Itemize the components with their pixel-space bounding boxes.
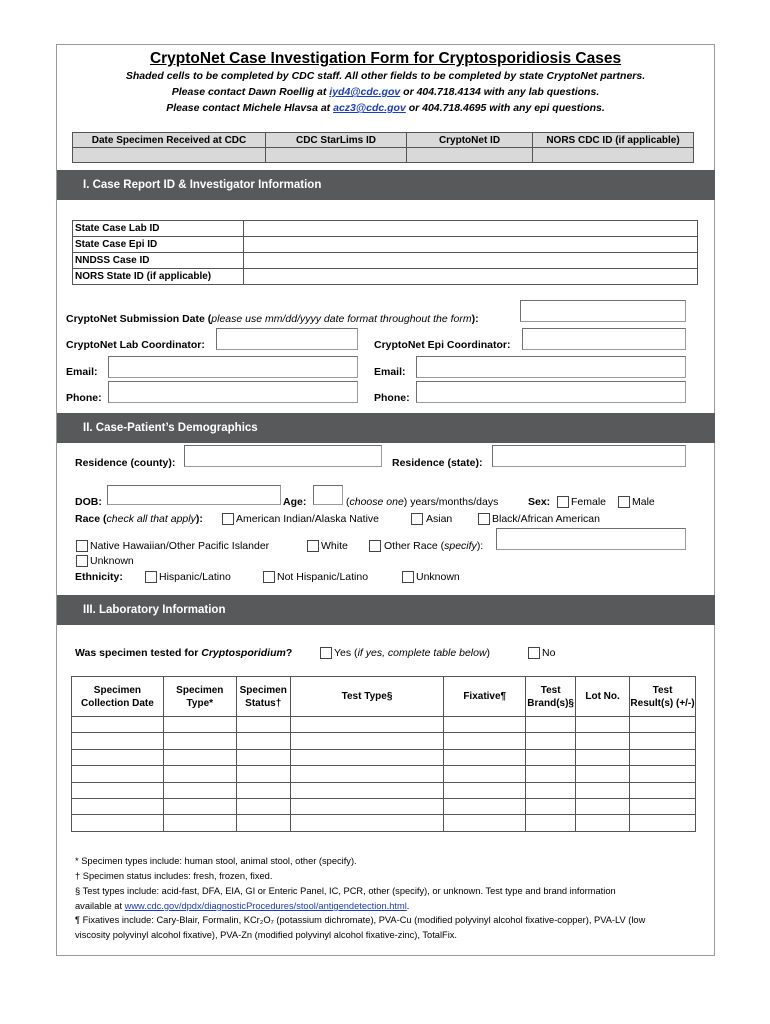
- question-text: Was specimen tested for: [75, 647, 202, 659]
- lab-table-cell[interactable]: [444, 798, 526, 814]
- state-case-lab-id-field[interactable]: [244, 221, 698, 237]
- id-label: State Case Epi ID: [73, 237, 244, 253]
- label-hint: please use mm/dd/yyyy date format throughout the form: [211, 313, 472, 325]
- table-row: [72, 815, 696, 831]
- lab-table-cell[interactable]: [163, 815, 236, 831]
- lab-table-cell[interactable]: [630, 717, 696, 733]
- lab-table-cell[interactable]: [444, 749, 526, 765]
- residence-state-label: Residence (state):: [392, 457, 483, 469]
- epi-contact-email-link[interactable]: acz3@cdc.gov: [333, 102, 406, 114]
- race-aian-checkbox[interactable]: [222, 513, 234, 525]
- tested-no-label: No: [542, 647, 556, 659]
- lab-table-cell[interactable]: [630, 733, 696, 749]
- lab-table-header-row: [72, 677, 696, 717]
- ethnicity-option-label: Unknown: [416, 571, 460, 583]
- instructions-line-3: [56, 102, 715, 114]
- epi-coordinator-label: CryptoNet Epi Coordinator:: [374, 339, 511, 351]
- table-row: [72, 798, 696, 814]
- footnote-test-types-link-line: [75, 899, 715, 914]
- label-text: Race: [75, 513, 101, 525]
- contact-text: Please contact Michele Hlavsa at: [166, 102, 334, 114]
- lab-contact-email-link[interactable]: iyd4@cdc.gov: [329, 86, 401, 98]
- residence-county-field[interactable]: [184, 445, 382, 467]
- lab-table-cell[interactable]: [526, 749, 576, 765]
- hint-text: choose one: [349, 496, 404, 508]
- lab-table-cell[interactable]: [444, 782, 526, 798]
- lab-table-cell[interactable]: [576, 798, 630, 814]
- nors-state-id-field[interactable]: [244, 269, 698, 285]
- contact-text: Please contact Dawn Roellig at: [171, 86, 330, 98]
- residence-state-field[interactable]: [492, 445, 686, 467]
- contact-text: or 404.718.4695 with any epi questions.: [405, 102, 605, 114]
- cdc-staff-table: [72, 132, 694, 163]
- lab-col-header: Test Type§: [290, 677, 444, 717]
- question-text: Cryptosporidium: [201, 647, 286, 659]
- lab-table-cell[interactable]: [72, 766, 164, 782]
- race-option-label: Native Hawaiian/Other Pacific Islander: [90, 540, 270, 552]
- lab-table-cell[interactable]: [526, 798, 576, 814]
- tested-yes-checkbox[interactable]: [320, 647, 332, 659]
- lab-table-cell[interactable]: [576, 782, 630, 798]
- ethnicity-not-hispanic-checkbox[interactable]: [263, 571, 275, 583]
- lab-table-cell[interactable]: [630, 749, 696, 765]
- sex-label: Sex:: [528, 496, 551, 508]
- id-label: NORS State ID (if applicable): [73, 269, 244, 285]
- hint-text: ) years/months/days: [403, 496, 499, 508]
- lab-table-cell[interactable]: [576, 766, 630, 782]
- contact-text: or 404.718.4134 with any lab questions.: [400, 86, 600, 98]
- race-option-label: American Indian/Alaska Native: [236, 513, 379, 525]
- lab-table-cell[interactable]: [290, 782, 444, 798]
- male-label: Male: [632, 496, 655, 508]
- case-id-table: [72, 220, 698, 285]
- tested-yes-label: Yes (if yes, complete table below): [334, 647, 491, 659]
- lab-table-cell[interactable]: [526, 766, 576, 782]
- lab-table-cell[interactable]: [72, 733, 164, 749]
- sex-male-checkbox[interactable]: [618, 496, 630, 508]
- lab-coordinator-field[interactable]: [216, 328, 358, 350]
- epi-phone-label: Phone:: [374, 392, 410, 404]
- cdc-col-header: NORS CDC ID (if applicable): [533, 133, 694, 148]
- lab-table-cell[interactable]: [290, 815, 444, 831]
- date-received-cell[interactable]: [73, 148, 266, 163]
- lab-table-cell[interactable]: [72, 782, 164, 798]
- lab-table-cell[interactable]: [72, 749, 164, 765]
- lab-table-cell[interactable]: [630, 815, 696, 831]
- race-white-checkbox[interactable]: [307, 540, 319, 552]
- lab-table-cell[interactable]: [236, 766, 290, 782]
- footnote-specimen-status: † Specimen status includes: fresh, frozen, fixed.: [75, 871, 273, 881]
- lab-table-cell[interactable]: [630, 798, 696, 814]
- lab-table-cell[interactable]: [576, 815, 630, 831]
- lab-table-cell[interactable]: [444, 733, 526, 749]
- lab-table-cell[interactable]: [290, 733, 444, 749]
- lab-table-cell[interactable]: [444, 717, 526, 733]
- question-text: ?: [285, 647, 293, 659]
- epi-email-field[interactable]: [416, 356, 686, 378]
- race-black-checkbox[interactable]: [478, 513, 490, 525]
- footnote-specimen-types: * Specimen types include: human stool, animal stool, other (specify).: [75, 856, 357, 866]
- epi-email-label: Email:: [374, 366, 406, 378]
- lab-table-cell[interactable]: [290, 749, 444, 765]
- table-row: [72, 733, 696, 749]
- lab-phone-label: Phone:: [66, 392, 102, 404]
- id-label: State Case Lab ID: [73, 221, 244, 237]
- nndss-case-id-field[interactable]: [244, 253, 698, 269]
- epi-coordinator-field[interactable]: [522, 328, 686, 350]
- instructions-line-1: Shaded cells to be completed by CDC staff. All other fields to be completed by state CryptoNet partners.: [125, 70, 646, 82]
- lab-table-cell[interactable]: [236, 749, 290, 765]
- ethnicity-hispanic-checkbox[interactable]: [145, 571, 157, 583]
- lab-table-cell[interactable]: [236, 782, 290, 798]
- cdc-col-header: Date Specimen Received at CDC: [73, 133, 266, 148]
- dob-field[interactable]: [107, 485, 281, 505]
- ethnicity-unknown-checkbox[interactable]: [402, 571, 414, 583]
- race-other-checkbox[interactable]: [369, 540, 381, 552]
- age-label: Age:: [283, 496, 307, 508]
- lab-table-cell[interactable]: [163, 749, 236, 765]
- age-field[interactable]: [313, 485, 343, 505]
- submission-date-label: CryptoNet Submission Date (please use mm/dd/yyyy date format throughout the form):: [66, 313, 479, 325]
- footnote-test-types: § Test types include: acid-fast, DFA, EIA, GI or Enteric Panel, IC, PCR, other (specify), or unknown. Test type and brand information: [75, 886, 616, 896]
- lab-table-cell[interactable]: [290, 766, 444, 782]
- lab-table-cell[interactable]: [236, 717, 290, 733]
- lab-col-header: Specimen Type*: [163, 677, 236, 717]
- lab-table-cell[interactable]: [290, 798, 444, 814]
- female-label: Female: [571, 496, 607, 508]
- option-hint: if yes, complete table below: [357, 647, 487, 659]
- lab-table-cell[interactable]: [163, 717, 236, 733]
- cryptonet-id-cell[interactable]: [407, 148, 533, 163]
- section-1-header: I. Case Report ID & Investigator Information: [57, 170, 715, 200]
- race-option-label: White: [321, 540, 348, 552]
- lab-phone-field[interactable]: [108, 381, 358, 403]
- cdc-col-header: CryptoNet ID: [407, 133, 533, 148]
- age-unit-hint: [346, 496, 498, 508]
- nors-cdc-id-cell[interactable]: [533, 148, 694, 163]
- lab-col-header: Lot No.: [576, 677, 630, 717]
- lab-table-cell[interactable]: [163, 798, 236, 814]
- section-2-header: II. Case-Patient’s Demographics: [57, 413, 715, 443]
- race-option-label: Unknown: [90, 555, 134, 567]
- lab-table-cell[interactable]: [163, 782, 236, 798]
- id-label: NNDSS Case ID: [73, 253, 244, 269]
- lab-coordinator-label: CryptoNet Lab Coordinator:: [66, 339, 205, 351]
- lab-col-header: Specimen Collection Date: [72, 677, 164, 717]
- cdc-col-header: CDC StarLims ID: [266, 133, 407, 148]
- label-text: CryptoNet Submission Date: [66, 313, 205, 325]
- lab-table-cell[interactable]: [526, 815, 576, 831]
- lab-email-label: Email:: [66, 366, 98, 378]
- submission-date-field[interactable]: [520, 300, 686, 322]
- option-hint: specify: [444, 540, 477, 552]
- lab-col-header: Test Result(s) (+/-): [630, 677, 696, 717]
- ethnicity-option-label: Hispanic/Latino: [159, 571, 231, 583]
- footnote-fixatives-cont: viscosity polyvinyl alcohol fixative), PVA-Zn (modified polyvinyl alcohol fixative-zinc), TotalFix.: [75, 930, 457, 940]
- lab-col-header: Test Brand(s)§: [526, 677, 576, 717]
- race-unknown-checkbox[interactable]: [76, 555, 88, 567]
- lab-table-cell[interactable]: [630, 766, 696, 782]
- table-row: [72, 749, 696, 765]
- lab-table-cell[interactable]: [236, 733, 290, 749]
- instructions-line-2: [56, 86, 715, 98]
- residence-county-label: Residence (county):: [75, 457, 176, 469]
- option-text: Yes: [334, 647, 352, 659]
- race-asian-checkbox[interactable]: [411, 513, 423, 525]
- dob-label: DOB:: [75, 496, 102, 508]
- state-case-epi-id-field[interactable]: [244, 237, 698, 253]
- tested-no-checkbox[interactable]: [528, 647, 540, 659]
- lab-table-cell[interactable]: [72, 798, 164, 814]
- lab-table-cell[interactable]: [576, 717, 630, 733]
- form-title: CryptoNet Case Investigation Form for Cryptosporidiosis Cases: [149, 50, 622, 67]
- lab-table-cell[interactable]: [163, 733, 236, 749]
- footnote-fixatives: ¶ Fixatives include: Cary-Blair, Formalin, KCr₂O₇ (potassium dichromate), PVA-Cu (modified polyvinyl alcohol fixative-copper), PVA-LV (low: [75, 915, 646, 925]
- table-row: [72, 782, 696, 798]
- lab-table-cell[interactable]: [290, 717, 444, 733]
- lab-col-header: Specimen Status†: [236, 677, 290, 717]
- footnote-text: .: [406, 901, 410, 911]
- lab-table-cell[interactable]: [576, 749, 630, 765]
- table-row: [72, 717, 696, 733]
- table-row: [72, 766, 696, 782]
- starlims-id-cell[interactable]: [266, 148, 407, 163]
- footnote-text: available at: [75, 901, 125, 911]
- lab-results-table: [71, 676, 696, 832]
- other-race-specify-field[interactable]: [496, 528, 686, 550]
- lab-table-cell[interactable]: [236, 815, 290, 831]
- lab-table-cell[interactable]: [444, 815, 526, 831]
- lab-table-body: [72, 717, 696, 832]
- race-other-label: Other Race (specify):: [384, 540, 484, 552]
- race-option-label: Black/African American: [492, 513, 600, 525]
- lab-col-header: Fixative¶: [444, 677, 526, 717]
- section-3-header: III. Laboratory Information: [57, 595, 715, 625]
- lab-table-cell[interactable]: [526, 717, 576, 733]
- lab-table-cell[interactable]: [236, 798, 290, 814]
- lab-table-cell[interactable]: [163, 766, 236, 782]
- option-text: Other Race: [384, 540, 438, 552]
- lab-table-cell[interactable]: [72, 815, 164, 831]
- ethnicity-label: Ethnicity:: [75, 571, 123, 583]
- ethnicity-option-label: Not Hispanic/Latino: [277, 571, 369, 583]
- race-label: Race (check all that apply):: [75, 513, 203, 525]
- lab-table-cell[interactable]: [526, 782, 576, 798]
- lab-email-field[interactable]: [108, 356, 358, 378]
- lab-table-cell[interactable]: [72, 717, 164, 733]
- hint-text: (: [346, 496, 350, 508]
- sex-female-checkbox[interactable]: [557, 496, 569, 508]
- lab-table-cell[interactable]: [576, 733, 630, 749]
- race-option-label: Asian: [426, 513, 453, 525]
- race-nhpi-checkbox[interactable]: [76, 540, 88, 552]
- epi-phone-field[interactable]: [416, 381, 686, 403]
- tested-question-label: [75, 647, 292, 659]
- label-hint: check all that apply: [106, 513, 196, 525]
- lab-table-cell[interactable]: [444, 766, 526, 782]
- lab-table-cell[interactable]: [526, 733, 576, 749]
- antigen-detection-link[interactable]: www.cdc.gov/dpdx/diagnosticProcedures/stool/antigendetection.html: [124, 901, 407, 911]
- lab-table-cell[interactable]: [630, 782, 696, 798]
